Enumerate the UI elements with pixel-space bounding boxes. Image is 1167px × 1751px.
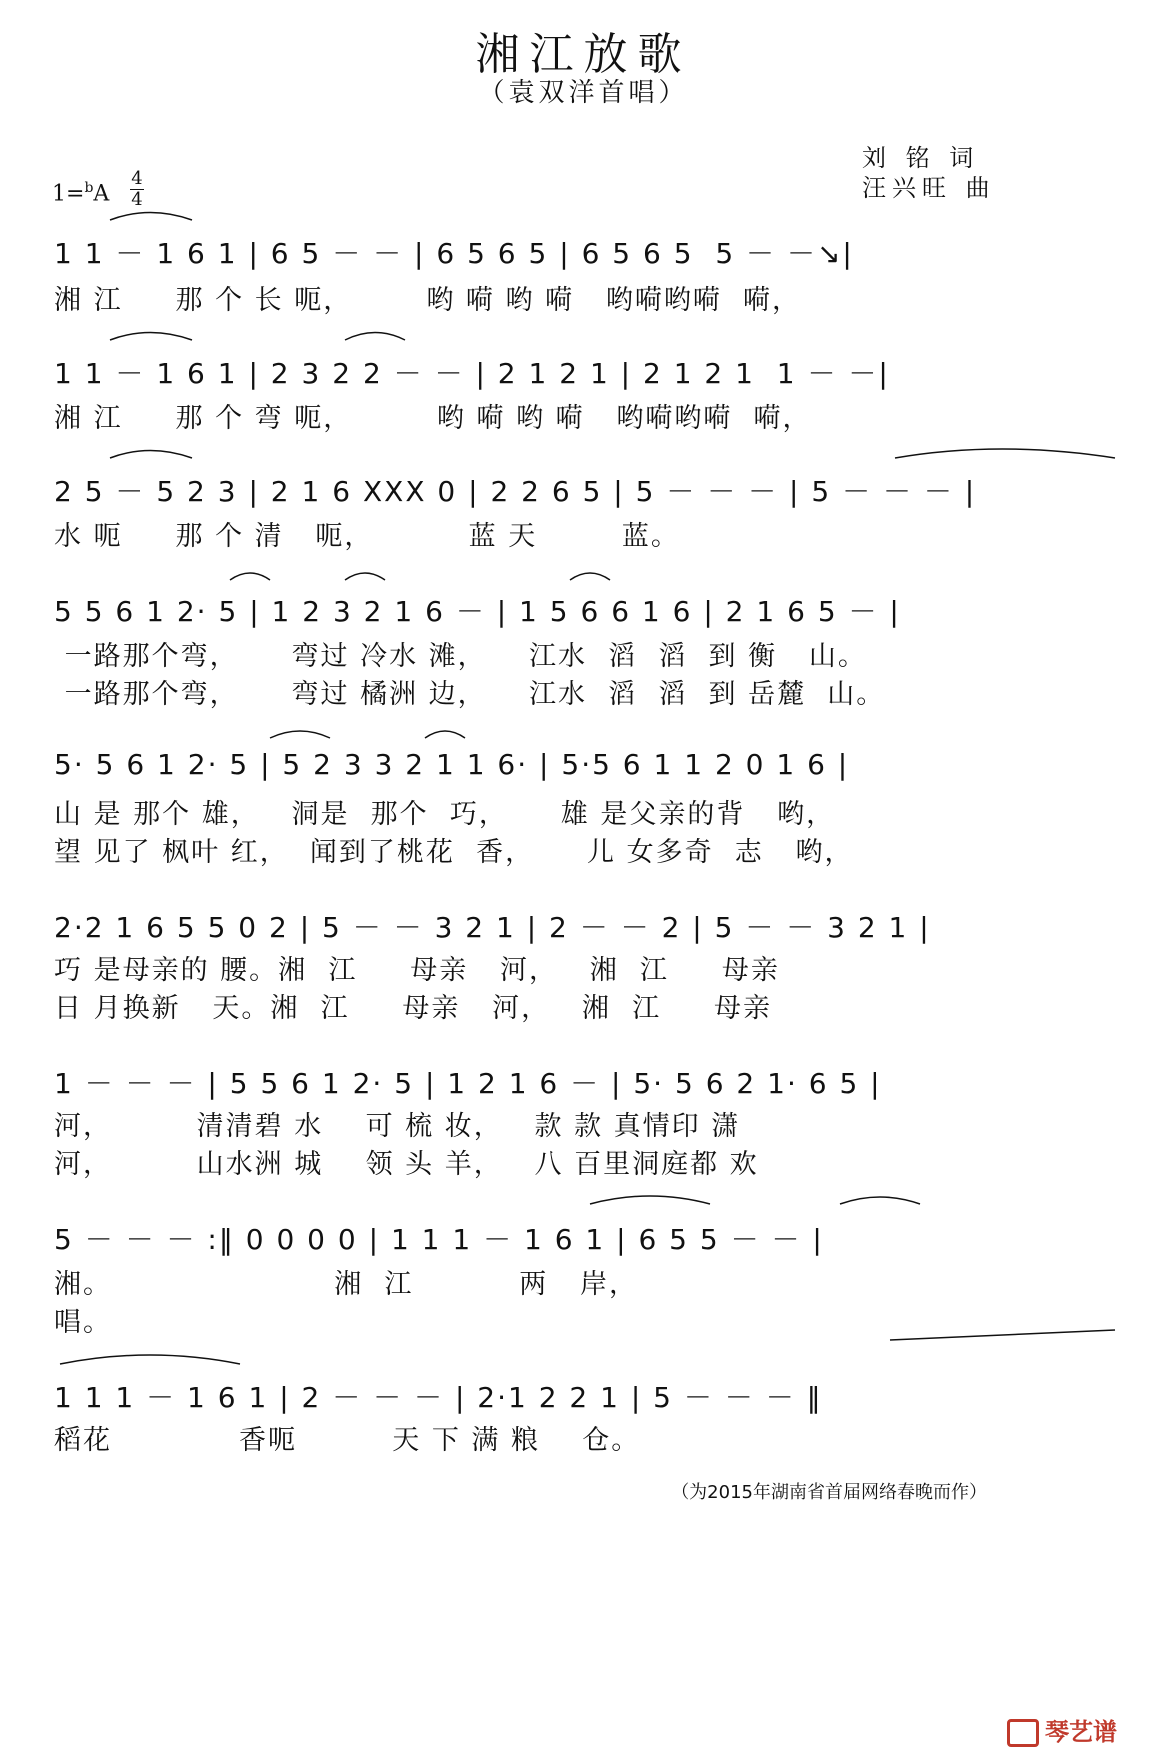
- footnote: （为2015年湖南省首届网络春晚而作）: [671, 1482, 987, 1503]
- notes-line: 1 1 － 1 6 1 | 6 5 － － | 6 5 6 5 | 6 5 6 5 5 － －↘|: [54, 237, 854, 270]
- system-4-lyrics-2: 一路那个弯， 弯过 橘洲 边， 江水 滔 滔 到 岳麓 山。: [54, 679, 886, 710]
- slur: [60, 1355, 240, 1364]
- site-logo: [1007, 1712, 1117, 1747]
- slur: [590, 1196, 710, 1204]
- logo-text: 琴艺谱: [1045, 1718, 1117, 1746]
- notes-line: 2·2 1 6 5 5 0 2 | 5 － － 3 2 1 | 2 － － 2 | 5 － － 3 2 1 |: [54, 911, 931, 944]
- slur: [110, 451, 192, 459]
- slur: [890, 1330, 1115, 1340]
- slur: [570, 573, 610, 580]
- notes-line: 1 1 － 1 6 1 | 2 3 2 2 － － | 2 1 2 1 | 2 1 2 1 1 － －|: [54, 357, 890, 390]
- composer-credit: 汪兴旺 曲: [862, 174, 996, 202]
- system-5-lyrics-1: 山 是 那个 雄， 洞是 那个 巧， 雄 是父亲的背 哟，: [54, 799, 836, 830]
- notes-line: 5 5 6 1 2· 5 | 1 2 3 2 1 6 － | 1 5 6 6 1 6 | 2 1 6 5 － |: [54, 595, 901, 628]
- system-8-lyrics-1: 湘。 湘 江 两 岸，: [54, 1269, 638, 1300]
- system-8-lyrics-2: 唱。: [54, 1307, 112, 1338]
- system-9-lyrics-1: 稻花 香呃 天 下 满 粮 仓。: [54, 1425, 641, 1456]
- system-1-lyrics-1: 湘 江 那 个 长 呃， 哟 嗬 哟 嗬 哟嗬哟嗬 嗬，: [54, 285, 801, 316]
- notes-line: 5· 5 6 1 2· 5 | 5 2 3 3 2 1 1 6· | 5·5 6 1 1 2 0 1 6 |: [54, 748, 850, 781]
- system-7-lyrics-1: 河， 清清碧 水 可 梳 妆， 款 款 真情印 潇: [54, 1111, 741, 1142]
- system-7-lyrics-2: 河， 山水洲 城 领 头 羊， 八 百里洞庭都 欢: [54, 1149, 759, 1180]
- system-5-lyrics-2: 望 见了 枫叶 红， 闻到了桃花 香， 儿 女多奇 志 哟，: [54, 837, 854, 868]
- slur: [895, 449, 1115, 458]
- notes-line: 1 － － － | 5 5 6 1 2· 5 | 1 2 1 6 － | 5· 5 6 2 1· 6 5 |: [54, 1067, 882, 1100]
- system-6-lyrics-2: 日 月换新 天。湘 江 母亲 河， 湘 江 母亲: [54, 993, 772, 1024]
- slur: [270, 731, 330, 738]
- slur: [345, 333, 405, 341]
- system-3-lyrics-1: 水 呃 那 个 清 呃， 蓝 天 蓝。: [54, 521, 680, 552]
- system-4-lyrics-1: 一路那个弯， 弯过 冷水 滩， 江水 滔 滔 到 衡 山。: [54, 641, 867, 672]
- notes-line: 1 1 1 － 1 6 1 | 2 － － － | 2·1 2 2 1 | 5 － － － ‖: [54, 1381, 823, 1414]
- song-title: 湘江放歌: [475, 29, 692, 80]
- slur: [425, 731, 465, 738]
- key-note: A: [93, 181, 110, 207]
- slur: [345, 573, 385, 580]
- flat-sign: b: [84, 180, 94, 196]
- key-prefix: 1=: [52, 181, 85, 207]
- song-subtitle: （袁双洋首唱）: [478, 78, 689, 108]
- time-numerator: 4: [131, 168, 143, 189]
- slur: [840, 1197, 920, 1204]
- lyricist-credit: 刘 铭 词: [862, 144, 980, 172]
- system-6-lyrics-1: 巧 是母亲的 腰。湘 江 母亲 河， 湘 江 母亲: [54, 955, 780, 986]
- logo-icon: [1007, 1719, 1039, 1747]
- time-denominator: 4: [131, 189, 143, 210]
- slur: [110, 333, 192, 341]
- slur: [110, 213, 192, 221]
- notes-line: 2 5 － 5 2 3 | 2 1 6 XXX 0 | 2 2 6 5 | 5 － － － | 5 － － － |: [54, 475, 977, 508]
- notes-line: 5 － － － :‖ 0 0 0 0 | 1 1 1 － 1 6 1 | 6 5 5 － － |: [54, 1223, 824, 1256]
- slur: [230, 573, 270, 580]
- system-2-lyrics-1: 湘 江 那 个 弯 呃， 哟 嗬 哟 嗬 哟嗬哟嗬 嗬，: [54, 403, 812, 434]
